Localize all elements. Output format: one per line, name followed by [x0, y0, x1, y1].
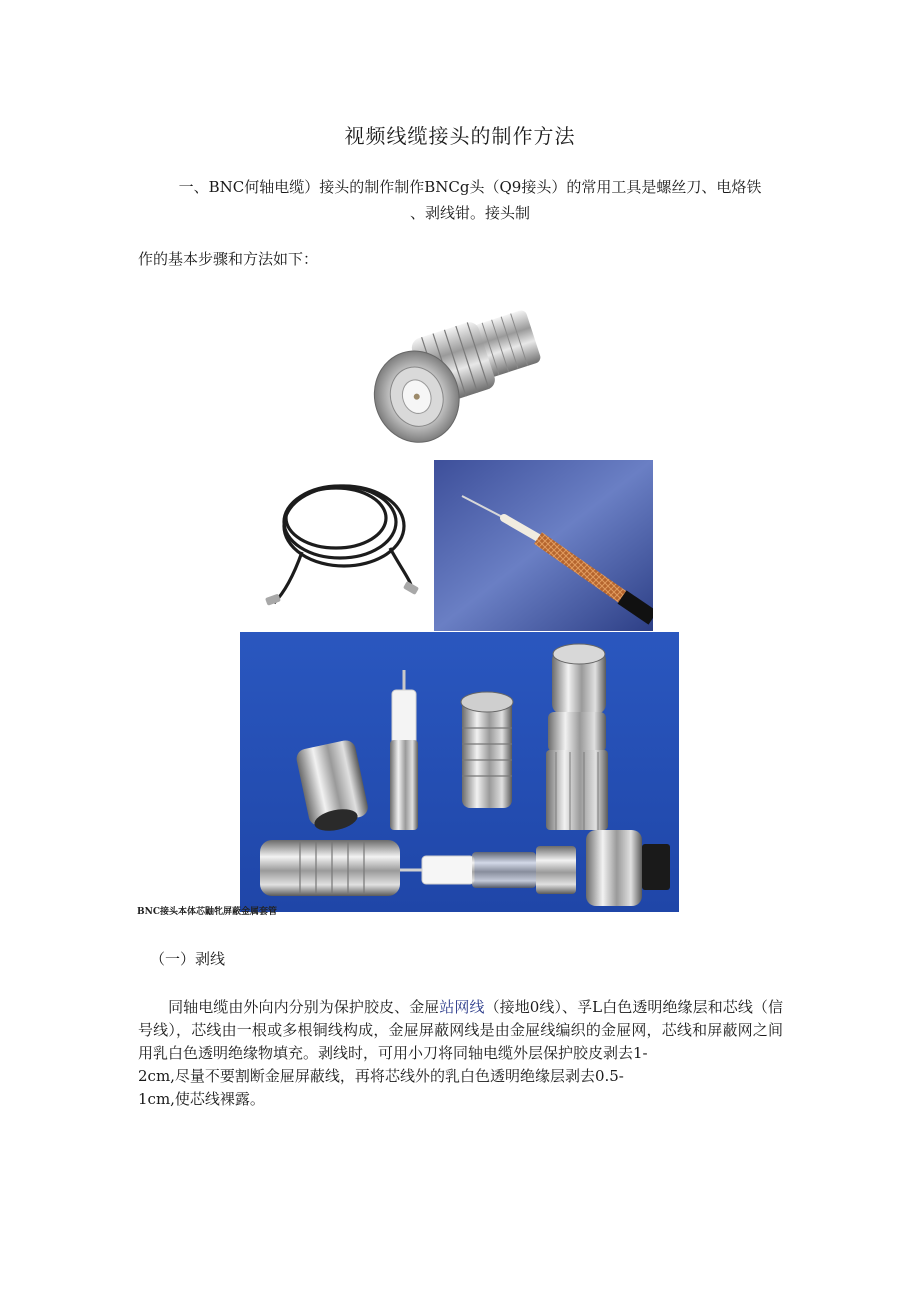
connector-parts-photo	[240, 632, 679, 912]
paragraph-segment-blue: 站网线	[439, 998, 485, 1016]
section-heading: （一）剥线	[150, 950, 226, 968]
body-paragraph	[138, 996, 783, 1111]
paragraph-line-2: 2cm,尽量不要割断金屉屏蔽线，再将芯线外的乳白色透明绝缘层剥去0.5-	[138, 1067, 624, 1085]
intro-text: 作的基本步骤和方法如下：	[138, 250, 319, 268]
subtitle-line-1: 一、BNC何轴电缆）接头的制作制作BNCg头（Q9接头）的常用工具是螺丝刀、电烙铁	[178, 178, 762, 196]
bnc-connector-photo	[358, 298, 558, 458]
paragraph-line-3: 1cm,使芯线裸露。	[138, 1090, 265, 1108]
paragraph-main	[138, 996, 783, 1065]
paragraph-segment-1: 同轴电缆由外向内分别为保护胶皮、金屉	[168, 998, 440, 1016]
subtitle-line-2: 、剥线钳。接头制	[409, 204, 530, 222]
document-subtitle	[140, 174, 800, 226]
coiled-cable-photo	[262, 460, 432, 615]
document-title: 视频线缆接头的制作方法	[344, 124, 576, 148]
paragraph-segment-2: （接地0线）、孚L白色透明绝缘层和芯线（信号线），芯线由一根或多根铜线构成，金屉屏蔽网线是由金屉线编织的金屉网，芯线和屏蔽网之间用乳白色透明绝缘物填充。剥线时，可用小刀将同轴电缆外层保护胶皮剥去1-	[138, 998, 783, 1062]
stripped-coax-photo	[434, 460, 653, 631]
image-caption: BNC接头本体芯鼬牝屏蔽金属套管	[137, 907, 277, 917]
